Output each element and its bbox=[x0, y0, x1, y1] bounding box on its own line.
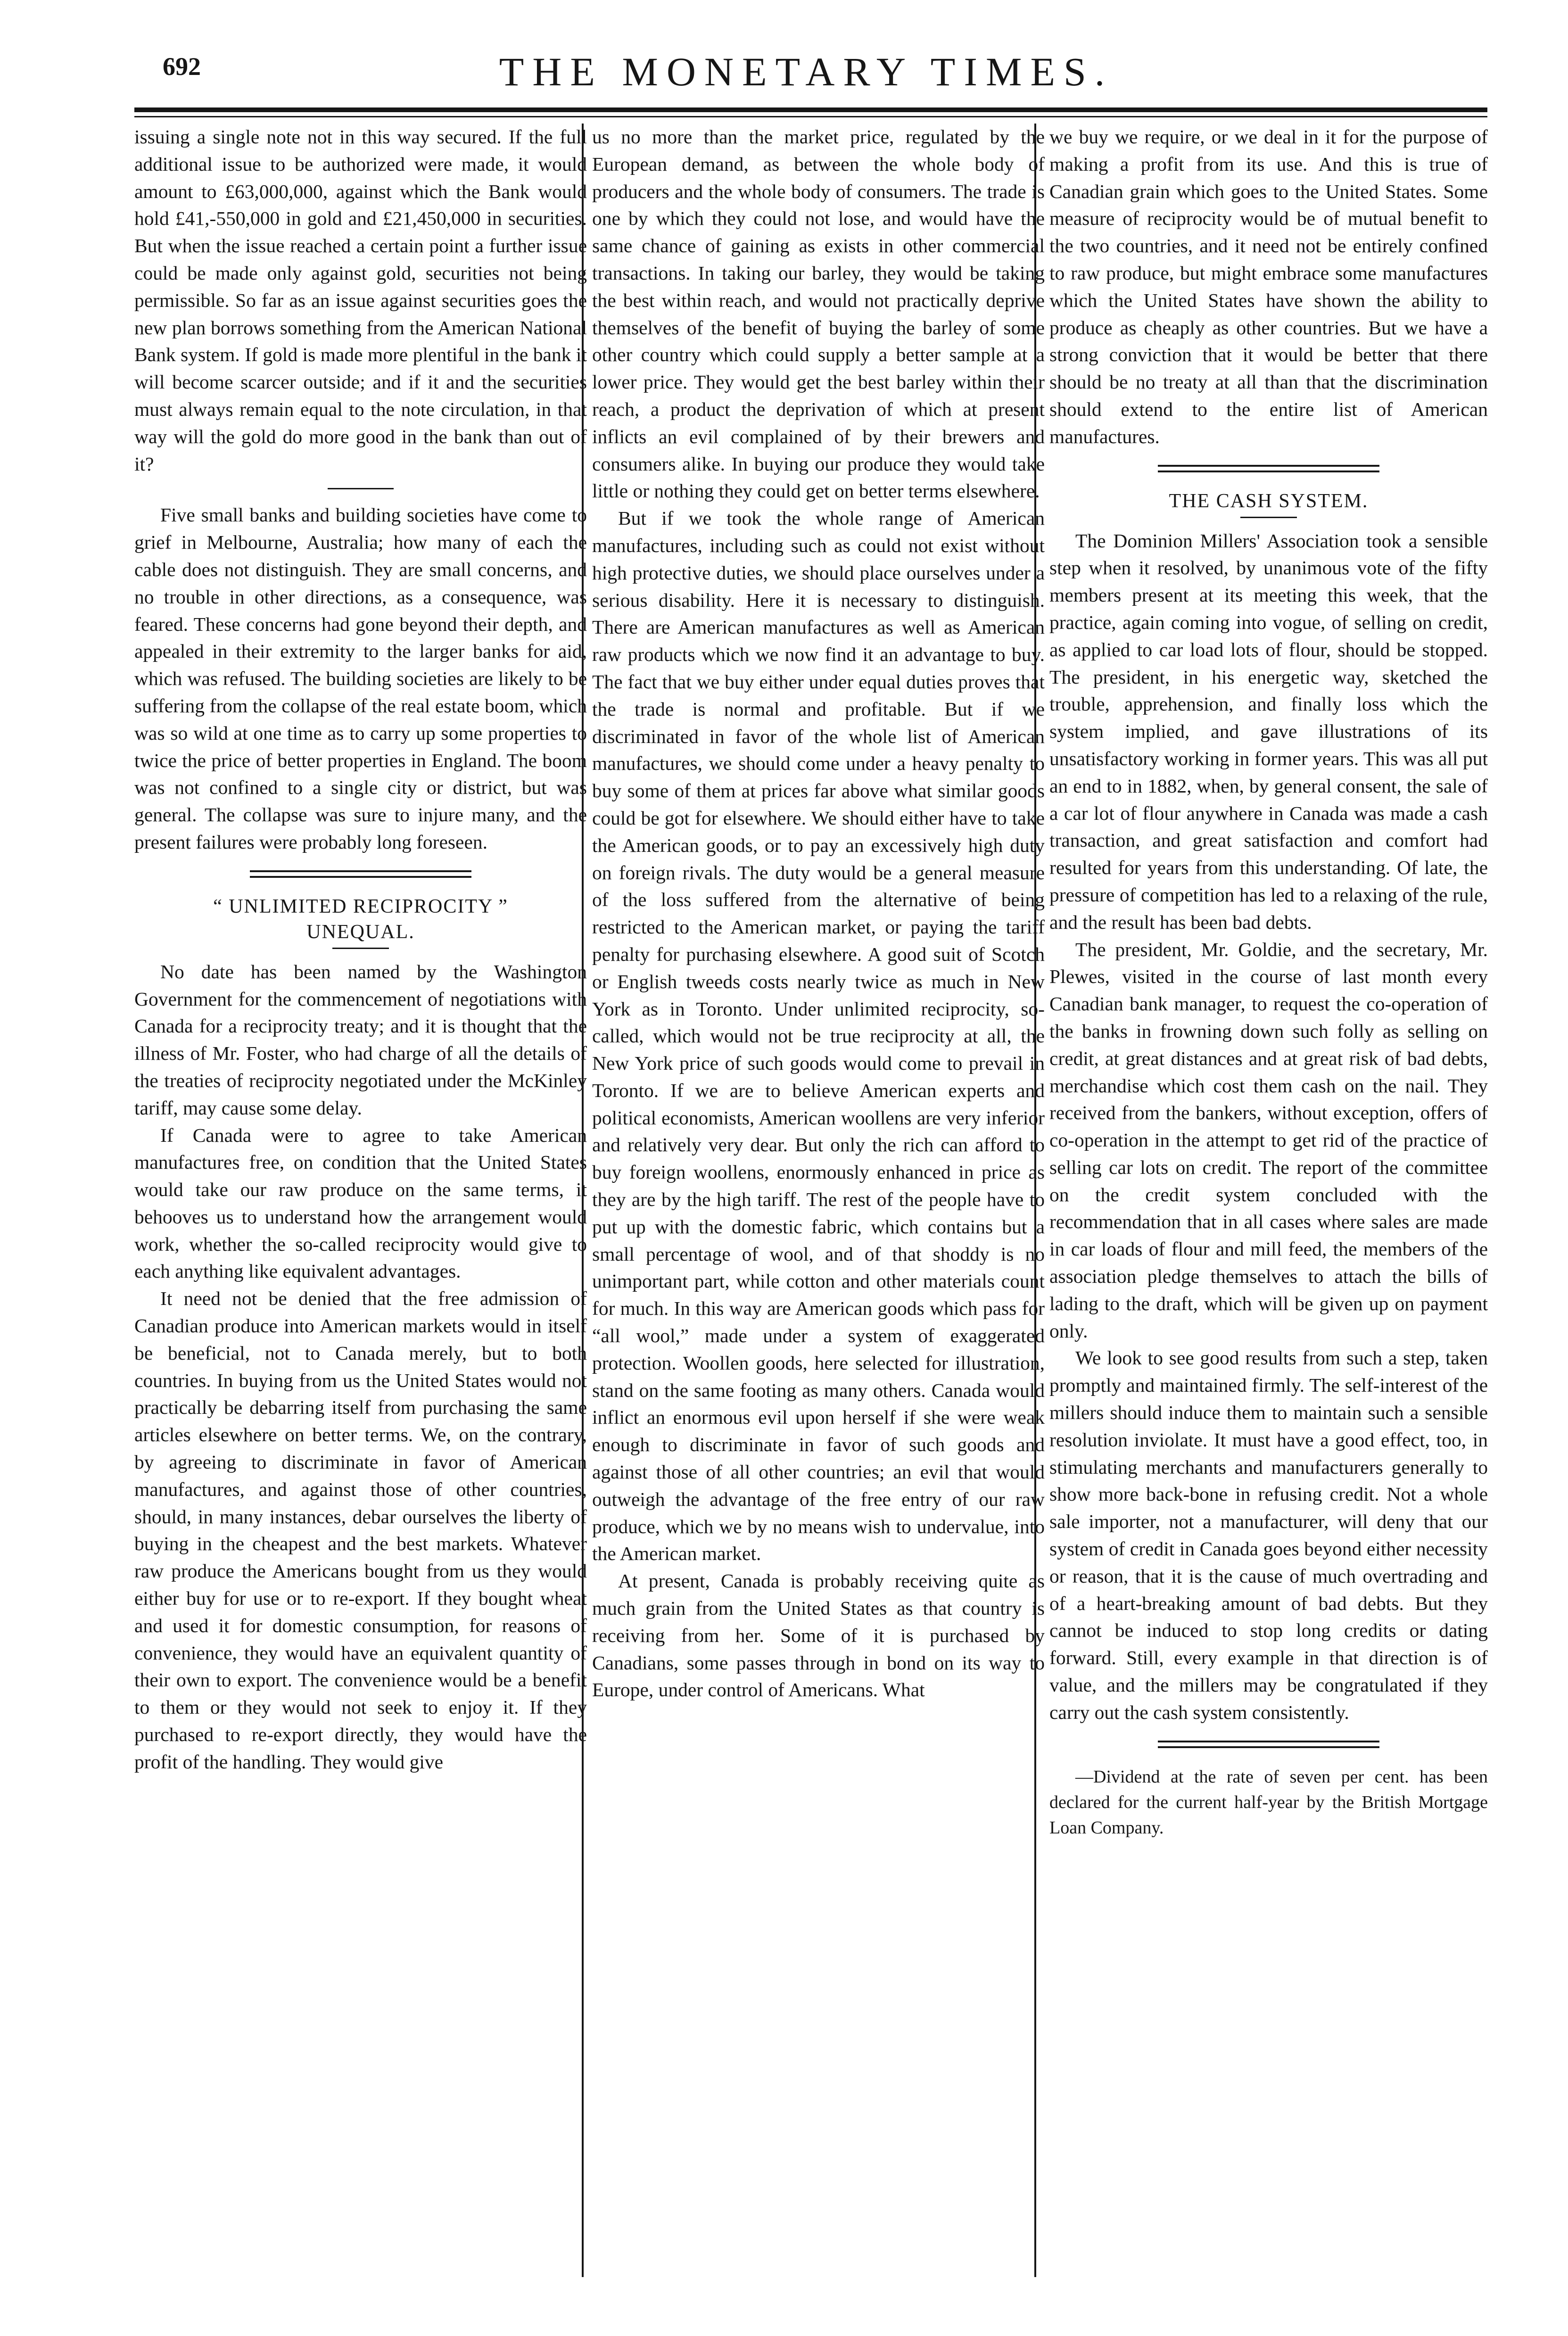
column-3 bbox=[1049, 124, 1488, 2277]
paragraph: issuing a single note not in this way secured. If the full additional issue to be authorized were made, it would amount to £63,000,000, against which the Bank would hold £41,-550,000 in gold and £21,450,000 in securities. But when the issue reached a certain point a further issue could be made only against gold, securities not being permissible. So far as an issue against securities goes the new plan borrows something from the American National Bank system. If gold is made more plentiful in the bank it will become scarcer outside; and if it and the securities must always remain equal to the note circulation, in that way will the gold do more good in the bank than out of it? bbox=[134, 126, 587, 475]
heading-underline bbox=[1240, 517, 1297, 518]
paragraph: We look to see good results from such a step, taken promptly and maintained firmly. The self-interest of the millers should induce them to maintain such a sensible resolution inviolate. It must have a good effect, too, in stimulating merchants and manufacturers generally to show more back-bone in refusing credit. Not a whole sale importer, not a manufacturer, will deny that our system of credit in Canada goes beyond either necessity or reason, that it is the cause of much overtrading and of a heart-breaking amount of bad debts. But they cannot be induced to stop long credits or dating forward. Still, every example in that direction is of value, and the millers may be congratulated if they carry out the cash system consistently. bbox=[1049, 1347, 1488, 1723]
paragraph: The Dominion Millers' Association took a sensible step when it resolved, by unanimous vote of the fifty members present at its meeting this week, that the practice, again coming into vogue, of selling on credit, as applied to car load lots of flour, should be stopped. The president, in his energetic way, sketched the trouble, apprehension, and finally loss which the system implied, and gave illustrations of its unsatisfactory working in former years. This was all put an end to in 1882, when, by general consent, the sale of a car lot of flour anywhere in Canada was made a cash transaction, and great satisfaction and comfort had resulted for years from this understanding. Of late, the pressure of competition has led to a relaxing of the rule, and the result has been bad debts. bbox=[1049, 529, 1488, 933]
column-2 bbox=[592, 124, 1045, 2277]
paragraph: The president, Mr. Goldie, and the secretary, Mr. Plewes, visited in the course of last month every Canadian bank manager, to request the co-operation of the banks in frowning down such folly as selling on credit, at great distances and at great risk of bad debts, merchandise which cost them cash on the nail. They received from the bankers, without exception, offers of co-operation in the attempt to get rid of the practice of selling car lots on credit. The report of the committee on the credit system concluded with the recommendation that in all cases where sales are made in car loads of flour and mill feed, the members of the association pledge themselves to attach the bills of lading to the draft, which will be given up on payment only. bbox=[1049, 938, 1488, 1342]
paragraph: It need not be denied that the free admission of Canadian produce into American markets would in itself be beneficial, not to Canada merely, but to both countries. In buying from us the United States would not practically be debarring itself from purchasing the same articles elsewhere on better terms. We, on the contrary, by agreeing to discriminate in favor of American manufactures, and against those of other countries, should, in many instances, debar ourselves the liberty of buying in the cheapest and the best markets. Whatever raw produce the Americans bought from us they would either buy for use or to re-export. If they bought wheat and used it for domestic consumption, for reasons of convenience, they would have an equivalent quantity of their own to export. The convenience would be a benefit to them or they would not seek to enjoy it. If they purchased to re-export directly, they would have the profit of the handling. They would give bbox=[134, 1288, 587, 1773]
article-heading bbox=[134, 894, 587, 945]
paragraph: us no more than the market price, regulated by the European demand, as between the whole body of producers and the whole body of consumers. The trade is one by which they could not lose, and would have the same chance of gaining as exists in other commercial transactions. In taking our barley, they would be taking the best within reach, and would not practically deprive themselves of the benefit of buying the barley of some other country which could supply a better sample at a lower price. They would get the best barley within their reach, a product the deprivation of which at present inflicts an evil complained of by their brewers and consumers alike. In buying our produce they would take little or nothing they could get on better terms elsewhere. bbox=[592, 126, 1045, 502]
masthead-title: THE MONETARY TIMES. bbox=[499, 49, 1114, 94]
article-heading: THE CASH SYSTEM. bbox=[1169, 490, 1369, 512]
section-double-rule bbox=[1158, 1741, 1379, 1748]
paragraph: At present, Canada is probably receiving quite as much grain from the United States as that country is receiving from her. Some of it is purchased by Canadians, some passes through in bond on its way to Europe, under control of Americans. What bbox=[592, 1570, 1045, 1701]
heading-underline bbox=[332, 948, 389, 949]
separator-rule bbox=[328, 488, 394, 489]
paragraph: Five small banks and building societies have come to grief in Melbourne, Australia; how many of each the cable does not distinguish. They are small concerns, and no trouble in other directions, as a consequence, was feared. These concerns had gone beyond their depth, and appealed in their extremity to the larger banks for aid, which was refused. The building societies are likely to be suffering from the collapse of the real estate boom, which was so wild at one time as to carry up some properties to twice the price of better properties in England. The boom was not confined to a single city or district, but was general. The collapse was sure to injure many, and the present failures were probably long foreseen. bbox=[134, 504, 587, 853]
paragraph: If Canada were to agree to take American manufactures free, on condition that the United States would take our raw produce on the same terms, it behooves us to understand how the arrangement would work, whether the so-called reciprocity would give to each anything like equivalent advantages. bbox=[134, 1124, 587, 1282]
paragraph: But if we took the whole range of American manufactures, including such as could not exist without high protective duties, we should place ourselves under a serious disability. Here it is necessary to distinguish. There are American manufactures as well as American raw products which we now find it an advantage to buy. The fact that we buy either under equal duties proves that the trade is normal and profitable. But if we discriminated in favor of the whole list of American manufactures, we should come under a heavy penalty to buy some of them at prices far above what similar goods could be got for elsewhere. We should either have to take the American goods, or to pay an excessively high duty on foreign rivals. The duty would be a general measure of the loss suffered from the alternative of being restricted to the American market, or paying the tariff penalty for purchasing elsewhere. A good suit of Scotch or English tweeds costs nearly twice as much in New York as in Toronto. Under unlimited reciprocity, so-called, which would not be true reciprocity at all, the New York price of such goods would come to prevail in Toronto. If we are to believe American experts and political economists, American woollens are very inferior and relatively very dear. But only the rich can afford to buy foreign woollens, enormously enhanced in price as they are by the high tariff. The rest of the people have to put up with the domestic fabric, which contains but a small percentage of wool, and of that shoddy is no unimportant part, while cotton and other materials count for much. In this way are American goods which pass for “all wool,” made under a system of exaggerated protection. Woollen goods, here selected for illustration, stand on the same footing as many others. Canada would inflict an enormous evil upon herself if she were weak enough to discriminate in favor of such goods and against those of all other countries; an evil that would outweigh the advantage of the free entry of our raw produce, which we by no means wish to undervalue, into the American market. bbox=[592, 507, 1045, 1565]
article-heading-line: UNEQUAL. bbox=[306, 921, 415, 943]
article-heading-line: “ UNLIMITED RECIPROCITY ” bbox=[213, 895, 508, 917]
section-double-rule bbox=[250, 870, 471, 878]
column-1 bbox=[134, 124, 587, 2277]
header-rule-thick bbox=[134, 107, 1487, 112]
paragraph: we buy we require, or we deal in it for the purpose of making a profit from its use. And this is true of Canadian grain which goes to the United States. Some measure of reciprocity would be of mutual benefit to the two countries, and it need not be entirely confined to raw produce, but might embrace some manufactures which the United States have shown the ability to produce as cheaply as other countries. But we have a strong conviction that it would be better that there should be no treaty at all than that the discrimination should extend to the entire list of American manufactures. bbox=[1049, 126, 1488, 447]
header-rule-thin bbox=[134, 116, 1487, 117]
paragraph: No date has been named by the Washington Government for the commencement of negotiations with Canada for a reciprocity treaty; and it is thought that the illness of Mr. Foster, who had charge of all the details of the treaties of reciprocity negotiated under the McKinley tariff, may cause some delay. bbox=[134, 960, 587, 1119]
page-number: 692 bbox=[163, 52, 201, 81]
news-item: —Dividend at the rate of seven per cent. has been declared for the current half-year by the British Mortgage Loan Company. bbox=[1049, 1766, 1488, 1838]
section-double-rule bbox=[1158, 465, 1379, 472]
